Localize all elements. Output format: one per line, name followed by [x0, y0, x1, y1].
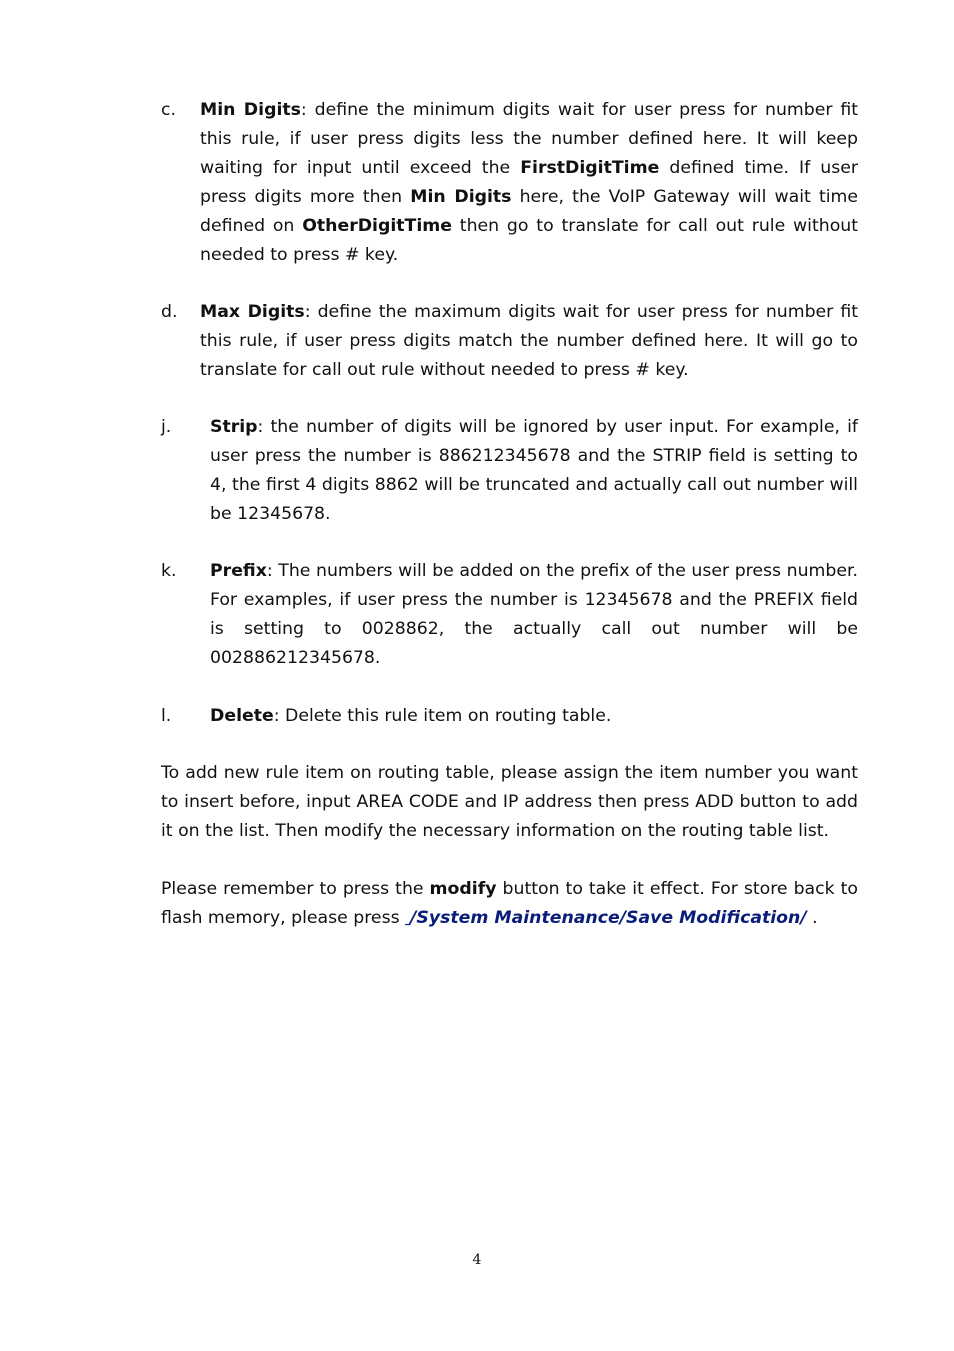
- ref-min-digits: Min Digits: [410, 187, 512, 207]
- term-prefix: Prefix: [210, 561, 267, 581]
- text-run: : the number of digits will be ignored by user input. For example, if user press the number is 886212345678 and the STRIP field is setting to 4, the first 4 digits 8862 will be truncated and actually call out number will be 12345678.: [210, 417, 858, 524]
- term-strip: Strip: [210, 417, 258, 437]
- list-item-text: [210, 413, 858, 529]
- paragraph-modify: [161, 875, 858, 935]
- text-run: defined time. If user press digits more then: [200, 158, 858, 207]
- text-run: : Delete this rule item on routing table.: [273, 706, 612, 726]
- paragraph-add-rule: To add new rule item on routing table, please assign the item number you want to insert before, input AREA CODE and IP address then press ADD button to add it on the list. Then modify the necessary information on the routing table list.: [161, 763, 858, 841]
- term-min-digits: Min Digits: [200, 100, 301, 120]
- menu-path-mark: _: [405, 915, 411, 926]
- list-item-prefix: [161, 557, 858, 673]
- text-run: then go to translate for call out rule without needed to press # key.: [200, 216, 858, 265]
- text-run: : define the minimum digits wait for user press for number fit this rule, if user press digits less the number defined here. It will keep waiting for input until exceed the: [200, 100, 858, 178]
- text-run: : define the maximum digits wait for user press for number fit this rule, if user press digits match the number defined here. It will go to translate for call out rule without needed to press # key.: [200, 302, 858, 380]
- text-run: here, the VoIP Gateway will wait time defined on: [200, 187, 858, 236]
- list-marker: c.: [161, 100, 176, 120]
- menu-path-save-modification: /System Maintenance/Save Modification/: [410, 908, 807, 928]
- ref-other-digit-time: OtherDigitTime: [302, 216, 452, 236]
- list-item-strip: [161, 413, 858, 529]
- term-delete: Delete: [210, 706, 274, 726]
- list-item-max-digits: [161, 298, 858, 385]
- list-item-text: [210, 557, 858, 673]
- page-number: 4: [472, 1252, 482, 1268]
- list-item-text: [200, 96, 858, 270]
- list-marker: l.: [161, 706, 172, 726]
- text-run: .: [806, 908, 818, 928]
- text-run: : The numbers will be added on the prefix of the user press number. For examples, if user press the number is 12345678 and the PREFIX field is setting to 0028862, the actually call out number will be 002886212345678.: [210, 561, 858, 668]
- list-marker: k.: [161, 561, 177, 581]
- list-marker: d.: [161, 302, 178, 322]
- term-modify: modify: [429, 879, 497, 899]
- text-run: button to take it effect. For store back to flash memory, please press: [161, 879, 858, 928]
- ref-first-digit-time: FirstDigitTime: [520, 158, 660, 178]
- term-max-digits: Max Digits: [200, 302, 305, 322]
- list-item-delete: [161, 702, 858, 731]
- text-run: Please remember to press the: [161, 879, 430, 899]
- list-item-text: [200, 298, 858, 385]
- list-item-text: [210, 702, 858, 731]
- list-marker: j.: [161, 417, 172, 437]
- list-item-min-digits: [161, 96, 858, 270]
